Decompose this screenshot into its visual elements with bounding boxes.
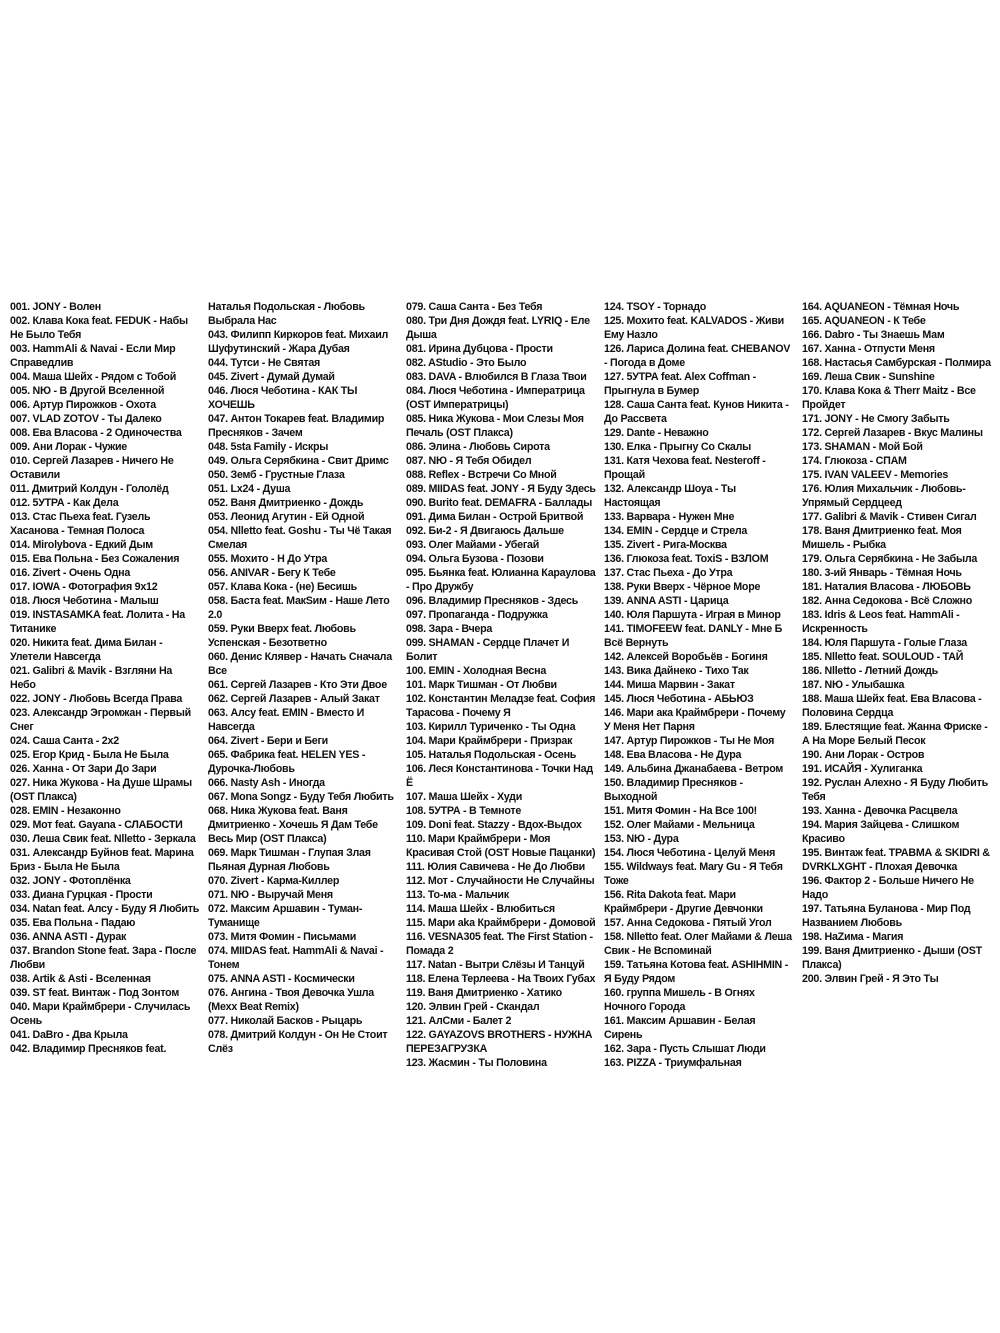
track-entry: 148. Ева Власова - Не Дура (604, 749, 742, 761)
track-entry: 099. SHAMAN - Сердце Плачет И Болит (406, 637, 570, 663)
track-entry: 063. Алсу feat. EMIN - Вместо И Навсегда (208, 707, 365, 733)
track-entry: 126. Лариса Долина feat. CHEBANOV - Погода в Доме (604, 343, 791, 369)
track-entry: 155. Wildways feat. Mary Gu - Я Тебя Тоже (604, 861, 783, 887)
track-entry: 123. Жасмин - Ты Половина (406, 1057, 547, 1069)
track-entry: 158. Nlletto feat. Олег Майами & Леша Свик - Не Вспоминай (604, 931, 792, 957)
track-entry: 187. NЮ - Улыбашка (802, 679, 905, 691)
track-entry: 119. Ваня Дмитриенко - Хатико (406, 987, 562, 999)
track-entry: 185. Nlletto feat. SOULOUD - ТАЙ (802, 651, 964, 663)
track-entry: 199. Ваня Дмитриенко - Дыши (OST Плакса) (802, 945, 982, 971)
track-entry: 013. Стас Пьеха feat. Гузель Хасанова - Темная Полоса (10, 511, 151, 537)
track-entry: 153. NЮ - Дура (604, 833, 679, 845)
track-entry: 075. ANNA ASTI - Космически (208, 973, 355, 985)
track-entry: 097. Пропаганда - Подружка (406, 609, 548, 621)
track-entry: 167. Ханна - Отпусти Меня (802, 343, 935, 355)
track-entry: 107. Маша Шейх - Худи (406, 791, 523, 803)
track-entry: 128. Саша Санта feat. Кунов Никита - До Рассвета (604, 399, 789, 425)
track-entry: 012. 5УТРА - Как Дела (10, 497, 119, 509)
track-entry: 118. Елена Терлеева - На Твоих Губах (406, 973, 596, 985)
track-entry: 135. Zivert - Рига-Москва (604, 539, 727, 551)
track-entry: 084. Люся Чеботина - Императрица (OST Императрицы) (406, 385, 585, 411)
track-entry: 193. Ханна - Девочка Расцвела (802, 805, 958, 817)
track-entry: 166. Dabro - Ты Знаешь Мам (802, 329, 945, 341)
track-entry: 183. Idris & Leos feat. HammAli - Искренность (802, 609, 960, 635)
track-entry: 142. Алексей Воробьёв - Богиня (604, 651, 768, 663)
track-entry: 110. Мари Краймбрери - Моя Красивая Стой (OST Новые Пацанки) (406, 833, 596, 859)
track-entry: 104. Мари Краймбрери - Призрак (406, 735, 573, 747)
track-entry: 035. Ева Польна - Падаю (10, 917, 136, 929)
track-entry: 065. Фабрика feat. HELEN YES - Дурочка-Любовь (208, 749, 366, 775)
track-entry: 100. EMIN - Холодная Весна (406, 665, 547, 677)
track-entry: 101. Марк Тишман - От Любви (406, 679, 557, 691)
track-entry: 140. Юля Паршута - Играя в Минор (604, 609, 781, 621)
track-entry: 138. Руки Вверх - Чёрное Море (604, 581, 761, 593)
track-entry: 108. 5УТРА - В Темноте (406, 805, 522, 817)
track-entry: 120. Элвин Грей - Скандал (406, 1001, 540, 1013)
track-entry: 039. ST feat. Винтаж - Под Зонтом (10, 987, 179, 999)
track-entry: 103. Кирилл Туриченко - Ты Одна (406, 721, 576, 733)
track-entry: 184. Юля Паршута - Голые Глаза (802, 637, 967, 649)
track-entry: 200. Элвин Грей - Я Это Ты (802, 973, 939, 985)
track-entry: 175. IVAN VALEEV - Memories (802, 469, 949, 481)
track-entry: 067. Mona Songz - Буду Тебя Любить (208, 791, 394, 803)
track-entry: 080. Три Дня Дождя feat. LYRIQ - Еле Дыша (406, 315, 590, 341)
track-entry: 029. Мот feat. Gayana - СЛАБОСТИ (10, 819, 183, 831)
track-entry: 037. Brandon Stone feat. Зара - После Любви (10, 945, 197, 971)
track-entry: 096. Владимир Пресняков - Здесь (406, 595, 579, 607)
track-entry: 056. ANIVAR - Бегу К Тебе (208, 567, 336, 579)
track-entry: 163. PIZZA - Триумфальная (604, 1057, 742, 1069)
track-entry: 006. Артур Пирожков - Охота (10, 399, 156, 411)
track-entry: 072. Максим Аршавин - Туман-Туманище (208, 903, 363, 929)
track-entry: 194. Мария Зайцева - Слишком Красиво (802, 819, 960, 845)
track-entry: 112. Мот - Случайности Не Случайны (406, 875, 595, 887)
track-entry: 177. Galibri & Mavik - Стивен Сигал (802, 511, 977, 523)
track-entry: 156. Rita Dakota feat. Мари Краймбрери - Другие Девчонки (604, 889, 763, 915)
track-entry: 004. Маша Шейх - Рядом с Тобой (10, 371, 177, 383)
track-entry: 073. Митя Фомин - Письмами (208, 931, 357, 943)
track-entry: 014. Mirolybova - Едкий Дым (10, 539, 153, 551)
track-entry: 048. 5sta Family - Искры (208, 441, 329, 453)
track-entry: 054. Nlletto feat. Goshu - Ты Чё Такая Смелая (208, 525, 392, 551)
track-entry: 043. Филипп Киркоров feat. Михаил Шуфутинский - Жара Дубая (208, 329, 389, 355)
track-entry: 091. Дима Билан - Острой Бритвой (406, 511, 584, 523)
track-entry: 143. Вика Дайнеко - Тихо Так (604, 665, 749, 677)
track-entry: 111. Юлия Савичева - Не До Любви (406, 861, 585, 873)
track-entry: 189. Блестящие feat. Жанна Фриске - А На Море Белый Песок (802, 721, 988, 747)
track-entry: 045. Zivert - Думай Думай (208, 371, 335, 383)
track-entry: 007. VLAD ZOTOV - Ты Далеко (10, 413, 162, 425)
track-entry: 088. Reflex - Встречи Со Мной (406, 469, 557, 481)
track-entry: 066. Nasty Ash - Иногда (208, 777, 325, 789)
track-entry: 117. Natan - Вытри Слёзы И Танцуй (406, 959, 585, 971)
track-entry: 197. Татьяна Буланова - Мир Под Названием Любовь (802, 903, 971, 929)
track-entry: 057. Клава Кока - (не) Бесишь (208, 581, 357, 593)
track-entry: 152. Олег Майами - Мельница (604, 819, 755, 831)
track-entry: 040. Мари Краймбрери - Случилась Осень (10, 1001, 191, 1027)
track-entry: 164. AQUANEON - Тёмная Ночь (802, 301, 960, 313)
track-entry: 032. JONY - Фотоплёнка (10, 875, 131, 887)
track-entry: 079. Саша Санта - Без Тебя (406, 301, 543, 313)
track-entry: 105. Наталья Подольская - Осень (406, 749, 577, 761)
track-entry: 125. Мохито feat. KALVADOS - Живи Ему Назло (604, 315, 784, 341)
track-entry: 191. ИСАЙЯ - Хулиганка (802, 763, 923, 775)
track-entry: 109. Doni feat. Stazzy - Вдох-Выдох (406, 819, 582, 831)
track-entry: 174. Глюкоза - СПАМ (802, 455, 907, 467)
track-entry: 059. Руки Вверх feat. Любовь Успенская - Безответно (208, 623, 356, 649)
track-entry: 071. NЮ - Выручай Меня (208, 889, 333, 901)
track-entry: 157. Анна Седокова - Пятый Угол (604, 917, 772, 929)
track-entry: 030. Леша Свик feat. Nlletto - Зеркала (10, 833, 196, 845)
track-entry: 001. JONY - Волен (10, 301, 101, 313)
track-entry: 019. INSTASAMKA feat. Лолита - На Титанике (10, 609, 185, 635)
track-entry: 169. Леша Свик - Sunshine (802, 371, 935, 383)
track-entry: 042. Владимир Пресняков feat. (10, 1043, 167, 1055)
track-entry: 162. Зара - Пусть Слышат Люди (604, 1043, 766, 1055)
track-entry: 033. Диана Гурцкая - Прости (10, 889, 153, 901)
track-entry: 009. Ани Лорак - Чужие (10, 441, 128, 453)
tracklist-column-5 (802, 300, 992, 1060)
track-entry: 144. Миша Марвин - Закат (604, 679, 735, 691)
track-entry: 010. Сергей Лазарев - Ничего Не Оставили (10, 455, 174, 481)
track-entry: 186. Nlletto - Летний Дождь (802, 665, 938, 677)
track-entry: 018. Люся Чеботина - Малыш (10, 595, 159, 607)
track-entry: 038. Artik & Asti - Вселенная (10, 973, 151, 985)
track-entry: 011. Дмитрий Колдун - Гололёд (10, 483, 169, 495)
track-entry: 092. Би-2 - Я Двигаюсь Дальше (406, 525, 564, 537)
tracklist-sheet (10, 300, 996, 1069)
track-entry: 028. EMIN - Незаконно (10, 805, 121, 817)
track-entry: 046. Люся Чеботина - КАК ТЫ ХОЧЕШЬ (208, 385, 358, 411)
track-entry: 181. Наталия Власова - ЛЮБОВЬ (802, 581, 971, 593)
track-entry: 085. Ника Жукова - Мои Слезы Моя Печаль (OST Плакса) (406, 413, 584, 439)
track-entry: 122. GAYAZOVS BROTHERS - НУЖНА ПЕРЕЗАГРУЗКА (406, 1029, 593, 1055)
track-entry: 055. Мохито - Н До Утра (208, 553, 328, 565)
track-entry: 087. NЮ - Я Тебя Обидел (406, 455, 532, 467)
track-entry: 170. Клава Кока & Therr Maitz - Все Пройдет (802, 385, 976, 411)
track-entry: 146. Мари ака Краймбрери - Почему У Меня Нет Парня (604, 707, 786, 733)
track-entry: 086. Элина - Любовь Сирота (406, 441, 550, 453)
track-entry: 182. Анна Седокова - Всё Сложно (802, 595, 973, 607)
track-entry: 136. Глюкоза feat. ToxiS - ВЗЛОМ (604, 553, 769, 565)
track-entry: 094. Ольга Бузова - Позови (406, 553, 544, 565)
track-entry: 137. Стас Пьеха - До Утра (604, 567, 733, 579)
track-entry: 062. Сергей Лазарев - Алый Закат (208, 693, 380, 705)
track-entry: 165. AQUANEON - К Тебе (802, 315, 926, 327)
track-entry: 130. Елка - Прыгну Со Скалы (604, 441, 752, 453)
track-entry: 081. Ирина Дубцова - Прости (406, 343, 553, 355)
track-entry: 047. Антон Токарев feat. Владимир Пресняков - Зачем (208, 413, 385, 439)
track-entry: 116. VESNA305 feat. The First Station - Помада 2 (406, 931, 593, 957)
track-entry: 090. Burito feat. DEMAFRA - Баллады (406, 497, 592, 509)
track-entry: 024. Саша Санта - 2x2 (10, 735, 119, 747)
track-entry: 160. группа Мишель - В Огнях Ночного Города (604, 987, 755, 1013)
track-entry: 172. Сергей Лазарев - Вкус Малины (802, 427, 983, 439)
tracklist-column-4 (604, 300, 794, 1069)
track-entry: 133. Варвара - Нужен Мне (604, 511, 735, 523)
track-entry: 074. MIIDAS feat. HammAli & Navai - Тонем (208, 945, 384, 971)
track-entry: 102. Константин Меладзе feat. София Тарасова - Почему Я (406, 693, 596, 719)
track-entry: 036. ANNA ASTI - Дурак (10, 931, 127, 943)
track-entry: 070. Zivert - Карма-Киллер (208, 875, 340, 887)
track-entry: 034. Natan feat. Алсу - Буду Я Любить (10, 903, 200, 915)
track-entry: 060. Денис Клявер - Начать Сначала Все (208, 651, 392, 677)
track-entry: 139. ANNA ASTI - Царица (604, 595, 729, 607)
track-entry: 041. DaBro - Два Крыла (10, 1029, 128, 1041)
track-entry: 151. Митя Фомин - На Все 100! (604, 805, 757, 817)
track-entry: 026. Ханна - От Зари До Зари (10, 763, 157, 775)
track-entry: 031. Александр Буйнов feat. Марина Бриз - Была Не Была (10, 847, 194, 873)
track-entry: 173. SHAMAN - Мой Бой (802, 441, 923, 453)
track-entry: 050. Земб - Грустные Глаза (208, 469, 345, 481)
track-entry: 192. Руслан Алехно - Я Буду Любить Тебя (802, 777, 988, 803)
track-entry: 114. Маша Шейх - Влюбиться (406, 903, 555, 915)
track-entry: 098. Зара - Вчера (406, 623, 493, 635)
track-entry: 198. НаZима - Магия (802, 931, 904, 943)
track-entry: 077. Николай Басков - Рыцарь (208, 1015, 363, 1027)
track-entry: 171. JONY - Не Смогу Забыть (802, 413, 950, 425)
track-entry: 124. TSOY - Торнадо (604, 301, 707, 313)
track-entry: 131. Катя Чехова feat. Nesteroff - Прощай (604, 455, 766, 481)
track-entry: Наталья Подольская - Любовь Выбрала Нас (208, 301, 365, 327)
track-entry: 082. AStudio - Это Было (406, 357, 527, 369)
track-entry: 093. Олег Майами - Убегай (406, 539, 540, 551)
track-entry: 106. Леся Константинова - Точки Над Ё (406, 763, 593, 789)
track-entry: 141. TIMOFEEW feat. DANLY - Мне Б Всё Вернуть (604, 623, 783, 649)
tracklist-column-1 (10, 300, 200, 1060)
track-entry: 129. Dante - Неважно (604, 427, 709, 439)
track-entry: 178. Ваня Дмитриенко feat. Моя Мишель - Рыбка (802, 525, 962, 551)
track-entry: 190. Ани Лорак - Остров (802, 749, 925, 761)
track-entry: 168. Настасья Самбурская - Полмира (802, 357, 991, 369)
track-entry: 095. Бьянка feat. Юлианна Караулова - Про Дружбу (406, 567, 596, 593)
track-entry: 115. Мари aka Краймбрери - Домовой (406, 917, 596, 929)
tracklist-column-2 (208, 300, 398, 1060)
track-entry: 044. Тутси - Не Святая (208, 357, 320, 369)
track-entry: 145. Люся Чеботина - АБЬЮЗ (604, 693, 754, 705)
track-entry: 147. Артур Пирожков - Ты Не Моя (604, 735, 775, 747)
track-entry: 078. Дмитрий Колдун - Он Не Стоит Слёз (208, 1029, 388, 1055)
track-entry: 058. Баста feat. МакSим - Наше Лето 2.0 (208, 595, 390, 621)
track-entry: 027. Ника Жукова - На Душе Шрамы (OST Плакса) (10, 777, 192, 803)
track-entry: 180. 3-ий Январь - Тёмная Ночь (802, 567, 962, 579)
track-entry: 188. Маша Шейх feat. Ева Власова - Половина Сердца (802, 693, 982, 719)
track-entry: 021. Galibri & Mavik - Взгляни На Небо (10, 665, 173, 691)
track-entry: 017. IOWA - Фотография 9x12 (10, 581, 158, 593)
track-entry: 127. 5УТРА feat. Alex Coffman - Прыгнула в Бумер (604, 371, 756, 397)
track-entry: 083. DAVA - Влюбился В Глаза Твои (406, 371, 587, 383)
track-entry: 069. Марк Тишман - Глупая Злая Пьяная Дурная Любовь (208, 847, 371, 873)
track-entry: 016. Zivert - Очень Одна (10, 567, 131, 579)
track-entry: 195. Винтаж feat. ТРАВМА & SKIDRI & DVRKLXGHT - Плохая Девочка (802, 847, 990, 873)
track-entry: 150. Владимир Пресняков - Выходной (604, 777, 743, 803)
track-entry: 023. Александр Эгромжан - Первый Снег (10, 707, 191, 733)
track-entry: 179. Ольга Серябкина - Не Забыла (802, 553, 978, 565)
track-entry: 005. NЮ - В Другой Вселенной (10, 385, 165, 397)
track-entry: 008. Ева Власова - 2 Одиночества (10, 427, 182, 439)
track-entry: 020. Никита feat. Дима Билан - Улетели Навсегда (10, 637, 163, 663)
track-entry: 132. Александр Шоуа - Ты Настоящая (604, 483, 736, 509)
track-entry: 121. АлСми - Балет 2 (406, 1015, 512, 1027)
track-entry: 159. Татьяна Котова feat. ASHIHMIN - Я Буду Рядом (604, 959, 789, 985)
track-entry: 113. То-ма - Мальчик (406, 889, 509, 901)
track-entry: 068. Ника Жукова feat. Ваня Дмитриенко - Хочешь Я Дам Тебе Весь Мир (OST Плакса) (208, 805, 378, 845)
track-entry: 022. JONY - Любовь Всегда Права (10, 693, 183, 705)
track-entry: 149. Альбина Джанабаева - Ветром (604, 763, 783, 775)
track-entry: 196. Фактор 2 - Больше Ничего Не Надо (802, 875, 974, 901)
track-entry: 053. Леонид Агутин - Ей Одной (208, 511, 365, 523)
track-entry: 002. Клава Кока feat. FEDUK - Набы Не Было Тебя (10, 315, 188, 341)
track-entry: 064. Zivert - Бери и Беги (208, 735, 329, 747)
track-entry: 003. HammAli & Navai - Если Мир Справедлив (10, 343, 176, 369)
track-entry: 051. Lx24 - Душа (208, 483, 291, 495)
track-entry: 015. Ева Польна - Без Сожаления (10, 553, 180, 565)
track-entry: 061. Сергей Лазарев - Кто Эти Двое (208, 679, 387, 691)
track-entry: 025. Егор Крид - Была Не Была (10, 749, 169, 761)
track-entry: 154. Люся Чеботина - Целуй Меня (604, 847, 776, 859)
track-entry: 052. Ваня Дмитриенко - Дождь (208, 497, 364, 509)
track-entry: 049. Ольга Серябкина - Свит Дримс (208, 455, 389, 467)
track-entry: 176. Юлия Михальчик - Любовь-Упрямый Сердцеед (802, 483, 966, 509)
tracklist-column-3 (406, 300, 596, 1069)
track-entry: 134. EMIN - Сердце и Стрела (604, 525, 748, 537)
track-entry: 161. Максим Аршавин - Белая Сирень (604, 1015, 756, 1041)
track-entry: 089. MIIDAS feat. JONY - Я Буду Здесь (406, 483, 596, 495)
track-entry: 076. Ангина - Твоя Девочка Ушла (Mexx Beat Remix) (208, 987, 374, 1013)
